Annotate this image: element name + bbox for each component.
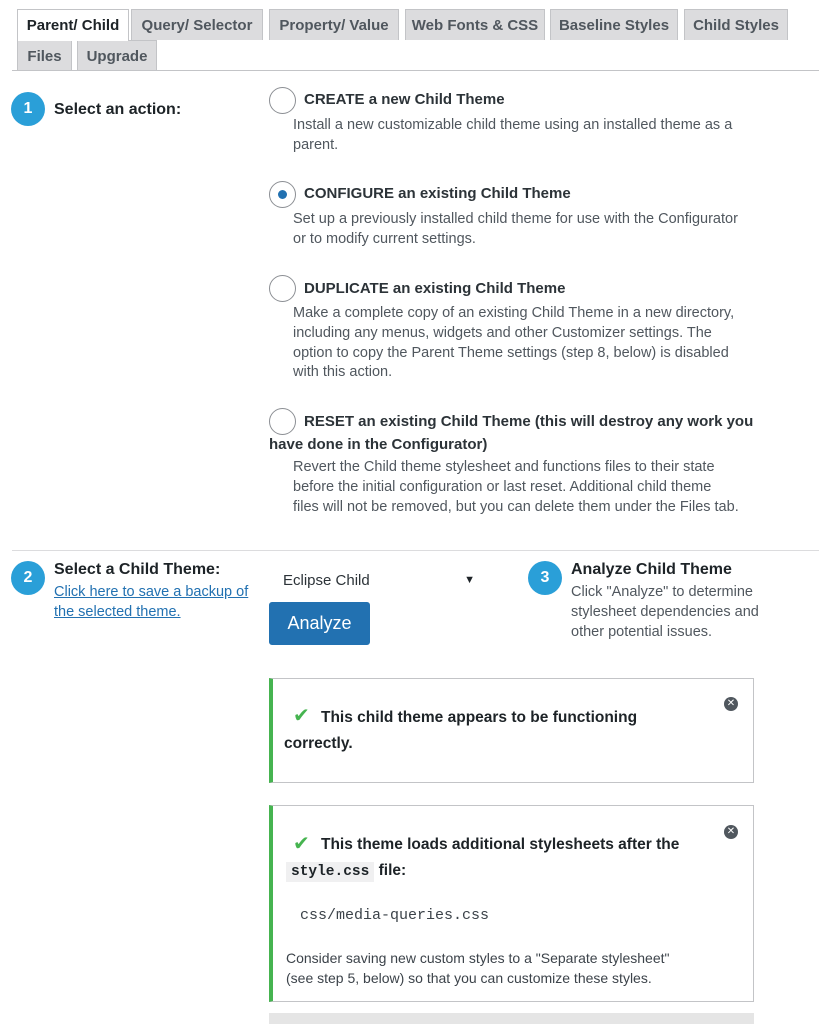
step-1-badge: 1 [11, 92, 45, 126]
option-reset-title-line1: RESET an existing Child Theme (this will destroy any work you [304, 413, 754, 430]
notice-functioning [269, 678, 754, 783]
option-duplicate-title: DUPLICATE an existing Child Theme [304, 280, 566, 297]
option-duplicate-desc: Make a complete copy of an existing Child Theme in a new directory, including any menus, widgets and other Customizer settings. The option to copy the Parent Theme settings (step 8, below) is disabled with this action. [293, 305, 735, 381]
option-configure-title: CONFIGURE an existing Child Theme [304, 185, 571, 202]
notice-stylesheets-line2 [286, 858, 406, 885]
notice-functioning-line1: This child theme appears to be functioning [321, 709, 638, 726]
radio-reset[interactable] [269, 408, 296, 435]
tab-files[interactable]: Files [17, 40, 72, 71]
stylesheet-filename: style.css [286, 862, 374, 882]
radio-duplicate[interactable] [269, 275, 296, 302]
notice-stylesheets-line1: This theme loads additional stylesheets after the [321, 836, 680, 853]
option-configure-desc: Set up a previously installed child theme for use with the Configurator or to modify current settings. [293, 211, 738, 247]
analyze-button[interactable]: Analyze [269, 602, 370, 645]
option-create-desc: Install a new customizable child theme using an installed theme as a parent. [293, 117, 733, 153]
notice-functioning-line2: correctly. [284, 735, 353, 752]
tab-bar [0, 0, 831, 72]
dismiss-icon[interactable]: ✕ [724, 825, 738, 839]
next-notice-partial [269, 1013, 754, 1024]
tab-child-styles[interactable]: Child Styles [684, 9, 788, 40]
option-create-title: CREATE a new Child Theme [304, 91, 505, 108]
step-3-label: Analyze Child Theme [571, 561, 732, 578]
section-divider [12, 550, 819, 551]
tab-baseline-styles[interactable]: Baseline Styles [550, 9, 678, 40]
step-2-label: Select a Child Theme: [54, 561, 221, 578]
step-3-badge: 3 [528, 561, 562, 595]
caret-down-icon: ▼ [464, 574, 475, 586]
tab-query-selector[interactable]: Query/ Selector [131, 9, 263, 40]
step-2-badge: 2 [11, 561, 45, 595]
dismiss-icon[interactable]: ✕ [724, 697, 738, 711]
tab-upgrade[interactable]: Upgrade [77, 40, 157, 71]
notice-stylesheets-tip: Consider saving new custom styles to a "Separate stylesheet" (see step 5, below) so that you can customize these styles. [286, 950, 670, 986]
tab-property-value[interactable]: Property/ Value [269, 9, 399, 40]
tab-parent-child[interactable]: Parent/ Child [17, 9, 129, 41]
backup-theme-link[interactable]: Click here to save a backup of the selected theme. [54, 584, 249, 620]
radio-create[interactable] [269, 87, 296, 114]
child-theme-select[interactable] [283, 569, 475, 591]
tab-web-fonts-css[interactable]: Web Fonts & CSS [405, 9, 545, 40]
step-3-desc: Click "Analyze" to determine stylesheet dependencies and other potential issues. [571, 584, 759, 640]
step-1-label: Select an action: [54, 101, 182, 118]
option-reset-title-line2: have done in the Configurator) [269, 436, 488, 453]
stylesheet-path: css/media-queries.css [300, 907, 490, 924]
tab-bar-rule [12, 70, 819, 71]
checkmark-icon: ✔ [293, 705, 310, 727]
notice-additional-stylesheets [269, 805, 754, 1002]
radio-configure[interactable] [269, 181, 296, 208]
checkmark-icon: ✔ [293, 833, 310, 855]
child-theme-select-value: Eclipse Child [283, 571, 370, 589]
notice-stylesheets-suffix: file: [378, 862, 407, 879]
option-reset-desc: Revert the Child theme stylesheet and functions files to their state before the initial configuration or last reset. Additional child theme files will not be removed, but you can delete them under the Files tab. [293, 459, 739, 515]
